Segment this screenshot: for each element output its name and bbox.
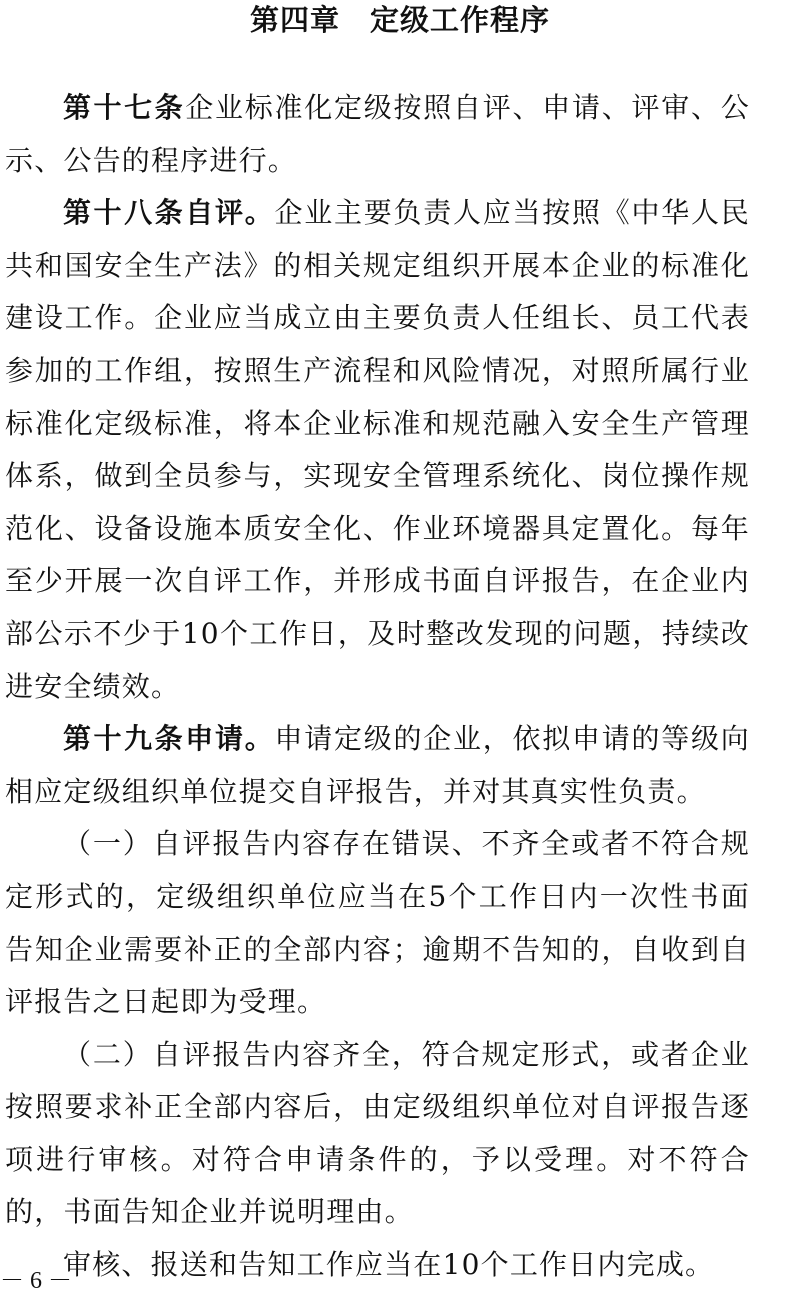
article-text: 申请定级的企业，依拟申请的等级向相应定级组织单位提交自评报告，并对其真实性负责。 xyxy=(5,722,750,808)
closing-text: 审核、报送和告知工作应当在10个工作日内完成。 xyxy=(63,1248,715,1282)
article-18 xyxy=(5,187,750,713)
closing-paragraph xyxy=(5,1239,750,1292)
chapter-number: 第四章 xyxy=(249,3,340,37)
article-heading: 第十九条 xyxy=(63,722,186,756)
article-lead: 自评。 xyxy=(185,196,275,230)
article-text: 企业主要负责人应当按照《中华人民共和国安全生产法》的相关规定组织开展本企业的标准化建设工作。企业应当成立由主要负责人任组长、员工代表参加的工作组，按照生产流程和风险情况，对照所属行业标准化定级标准，将本企业标准和规范融入安全生产管理体系，做到全员参与，实现安全管理系统化、岗位操作规范化、设备设施本质安全化、作业环境器具定置化。每年至少开展一次自评工作，并形成书面自评报告，在企业内部公示不少于10个工作日，及时整改发现的问题，持续改进安全绩效。 xyxy=(5,196,750,703)
clause-2 xyxy=(5,1029,750,1239)
article-heading: 第十八条 xyxy=(63,196,186,230)
clause-text: （二）自评报告内容齐全，符合规定形式，或者企业按照要求补正全部内容后，由定级组织单位对自评报告逐项进行审核。对符合申请条件的，予以受理。对不符合的，书面告知企业并说明理由。 xyxy=(5,1037,750,1229)
chapter-title xyxy=(0,0,800,40)
article-19 xyxy=(5,713,750,818)
page-number: － 6 － xyxy=(0,1268,72,1294)
clause-text: （一）自评报告内容存在错误、不齐全或者不符合规定形式的，定级组织单位应当在5个工作日内一次性书面告知企业需要补正的全部内容；逾期不告知的，自收到自评报告之日起即为受理。 xyxy=(5,827,750,1019)
article-heading: 第十七条 xyxy=(63,91,186,124)
chapter-name: 定级工作程序 xyxy=(370,3,551,37)
body-text xyxy=(5,82,750,1292)
article-17 xyxy=(5,82,750,187)
clause-1 xyxy=(5,818,750,1028)
article-text: 企业标准化定级按照自评、申请、评审、公示、公告的程序进行。 xyxy=(5,91,750,177)
article-lead: 申请。 xyxy=(185,722,275,756)
